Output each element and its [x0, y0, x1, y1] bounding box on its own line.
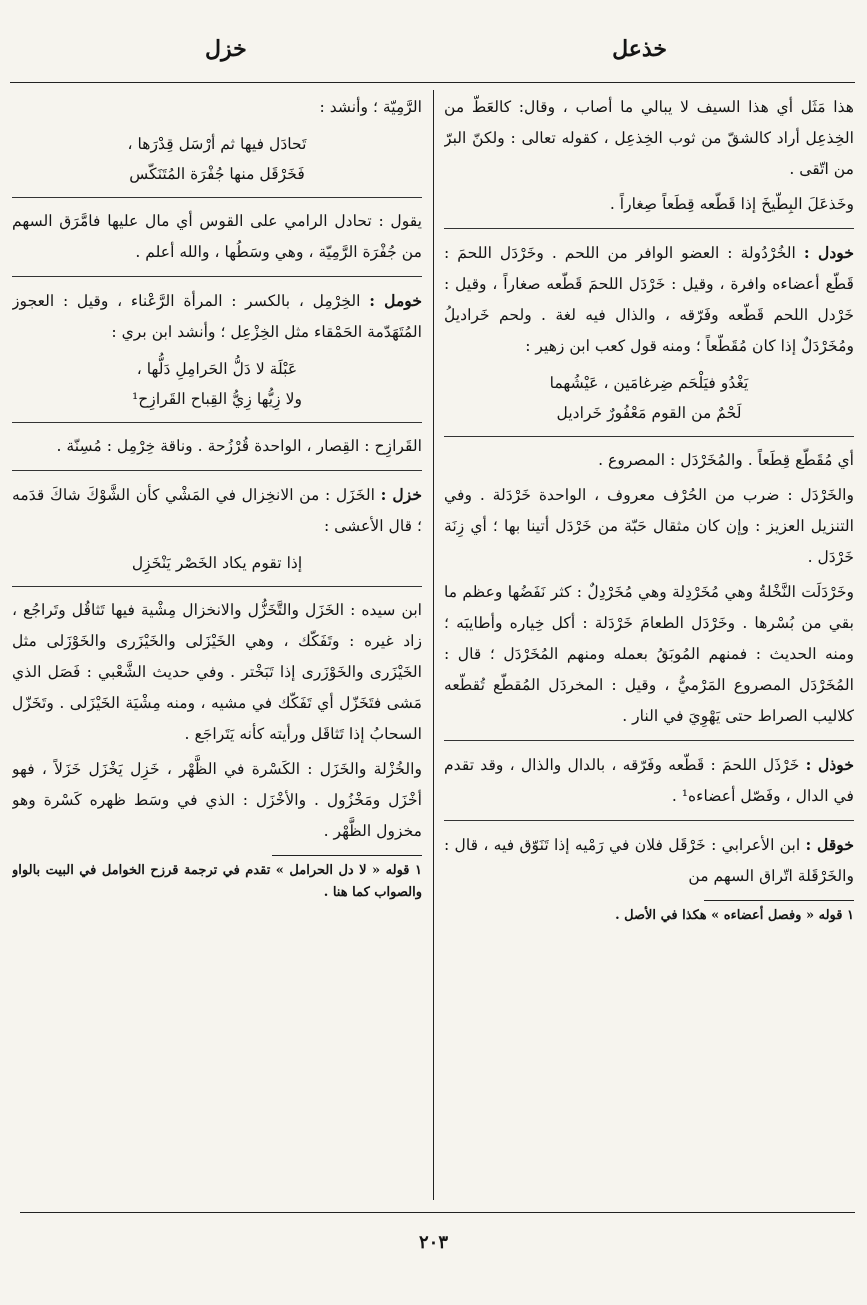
headword: خودل : [803, 243, 854, 262]
entry-separator [12, 422, 422, 423]
entry-khawdhal [444, 749, 854, 812]
headword: خوقل : [805, 835, 854, 854]
footnote-rule [704, 900, 854, 901]
entry-khawmal [12, 285, 422, 348]
entry-text: والخُزْلة والخَزَل : الكَسْرة في الظَّهْر ، خَزِل يَخْزَل خَزَلاً ، فهو أخْزَل ومَخْزُول . والأخْزَل : الذي في وسَط ظهره كَسْرة وهو مخزول الظَّهْر . [12, 760, 422, 840]
entry-text: الخُرْدُولة : العضو الوافر من اللحم . وخَرْدَل اللحمَ : قَطّع أعضاءه وافرة ، وقيل : خَرْدَل اللحمَ قَطّعه صغاراً ، وقيل : خَرْدل اللحم قَطّعه وفَرّقه ، والذال فيه لغة . ولحم خَراديلُ ومُخَرْدَلٌ إذا كان مُقَطّعاً ؛ ومنه قول كعب ابن زهير : [444, 244, 854, 355]
left-column [12, 92, 422, 1204]
entry-text: هذا مَثَل أي هذا السيف لا يبالي ما أصاب ، وقال: كالعَطّ من الخِذعِل أراد كالشقّ من ثوب الخِذعِل ، كقوله تعالى : ولكنّ البرّ من اتّقى . [444, 98, 854, 178]
entry-text: القَرازِح : القِصار ، الواحدة قُرْزُحة . وناقة خِرْمِل : مُسِنّة . [56, 437, 422, 455]
page-header [0, 30, 867, 80]
footer-rule [20, 1212, 855, 1213]
entry-text: وخَرْدَلَت النَّخْلةُ وهي مُخَرْدِلة وهي مُخَرْدِلٌ : كثر نَفَضُها وعظم ما بقي من بُسْرها . وخَرْدَل الطعامَ خَرْدَلة : أكل خِياره وأطايبَه ؛ ومنه الحديث : فمنهم المُوبَقُ بعمله ومنهم المُخَرْدَل ؛ قال : المُخَرْدَل المصروع المَرْميُّ ، وقيل : المخردَل المُقطّع تُقطّعه كلاليب الصراط حتى يَهْوِيَ في النار . [444, 583, 854, 725]
entry-khawdal [444, 237, 854, 362]
verse-line: تَحادَل فيها ثم أرْسَل قِدْرَها ، [127, 135, 307, 153]
footnote: ١ قوله « وفصل أعضاءه » هكذا في الأصل . [615, 908, 854, 923]
entry-khawqal [444, 829, 854, 892]
entry-separator [444, 820, 854, 821]
verse [12, 354, 422, 414]
entry-text: الخَزَل : من الانخِزال في المَشْي كأن الشَّوْكَ شاكَ قدَمه ؛ قال الأعشى : [12, 486, 422, 535]
footnote: ١ قوله « لا دل الحرامل » تقدم في ترجمة قرزح الخوامل في البيت بالواو والصواب كما هنا . [12, 863, 422, 900]
entry-separator [444, 740, 854, 741]
entry-text: والخَرْدَل : ضرب من الحُرْف معروف ، الواحدة خَرْدَلة . وفي التنزيل العزيز : وإن كان مثقال حَبّة من خَرْدَل أتينا بها ؛ أي زِنَة خَرْدَل . [444, 486, 854, 566]
verse-line: إذا تقوم يكاد الخَصْر يَنْخَزِل [131, 554, 303, 572]
headword: خوذل : [805, 755, 854, 774]
entry-text: ابن الأعرابي : خَرْقَل فلان في رَمْيه إذا تَنَوّق فيه ، قال : والخَرْقَلة اتّراق السهم من [444, 836, 854, 885]
headword: خومل : [369, 291, 422, 310]
verse-line: لَحْمٌ من القوم مَعْفُورٌ خَراديل [556, 404, 742, 422]
footnote-rule [272, 855, 422, 856]
entry-separator [12, 586, 422, 587]
entry-khazal [12, 479, 422, 542]
entry-separator [444, 436, 854, 437]
entry-text: الرَّمِيّة ؛ وأنشد : [319, 98, 422, 116]
entry-text: الخِرْمِل ، بالكسر : المرأة الرَّعْناء ، وقيل : العجوز المُتَهَدّمة الحَمْقاء مثل الخِزْعِل ؛ وأنشد ابن بري : [12, 292, 422, 341]
verse-line: فَخَرْقَل منها جُفْرَة المُتَنَكّس [129, 165, 305, 183]
verse-line: يَغْدُو فيَلْحَم ضِرغامَين ، عَيْشُهما [549, 374, 749, 392]
entry-text: وخَذعَلَ البِطّيخَ إذا قَطّعه قِطَعاً صِغاراً . [609, 195, 854, 213]
verse [12, 548, 422, 578]
left-running-head: خزل [205, 36, 247, 62]
right-column [444, 92, 854, 1204]
entry-text: أي مُقَطّع قِطَعاً . والمُخَرْدَل : المصروع . [598, 451, 854, 469]
entry-text: يقول : تحادل الرامي على القوس أي مال عليها فامَّرَق السهم من جُفْرَة الرَّمِيّة ، وهي وسَطُها ، والله أعلم . [12, 212, 422, 261]
verse-line: عَبْلَة لا دَلُّ الحَرامِلِ دَلُّها ، [136, 360, 298, 378]
right-running-head: خذعل [612, 36, 667, 62]
entry-separator [12, 276, 422, 277]
entry-text: خَرْذَل اللحمَ : قَطّعه وفَرّقه ، بالدال والذال ، وقد تقدم في الدال ، وفَصّل أعضاءه¹ . [444, 756, 854, 805]
entry-separator [12, 197, 422, 198]
verse-line: ولا زِيُّها زِيُّ القِباح القَرازِح¹ [131, 390, 303, 408]
verse [444, 368, 854, 428]
entry-text: ابن سيده : الخَزَل والتَّخَزُّل والانخزال مِشْية فيها تَثاقُل وتَراجُع ، زاد غيره : وتَفَكّك ، وهي الخَيْزَلى والخَيْزَرى والخَوْزَلى مثل الخَيْزَرى والخَوْزَرى إذا تَبَخْتر . وفي حديث الشَّعْبي : فَصَل الذي مَشى فتَخَزّل أي تَفَكّك في مشيه ، ومنه مِشْيَة الخَيْزَلى . وتَخَزّل السحابُ إذا تَثاقَل ورأيته كأنه يَتَراجَع . [12, 601, 422, 743]
entry-separator [444, 228, 854, 229]
page-number: ٢٠٣ [418, 1232, 448, 1253]
headword: خزل : [380, 485, 422, 504]
verse [12, 129, 422, 189]
entry-separator [12, 470, 422, 471]
column-divider [433, 90, 434, 1200]
header-rule [10, 82, 855, 83]
